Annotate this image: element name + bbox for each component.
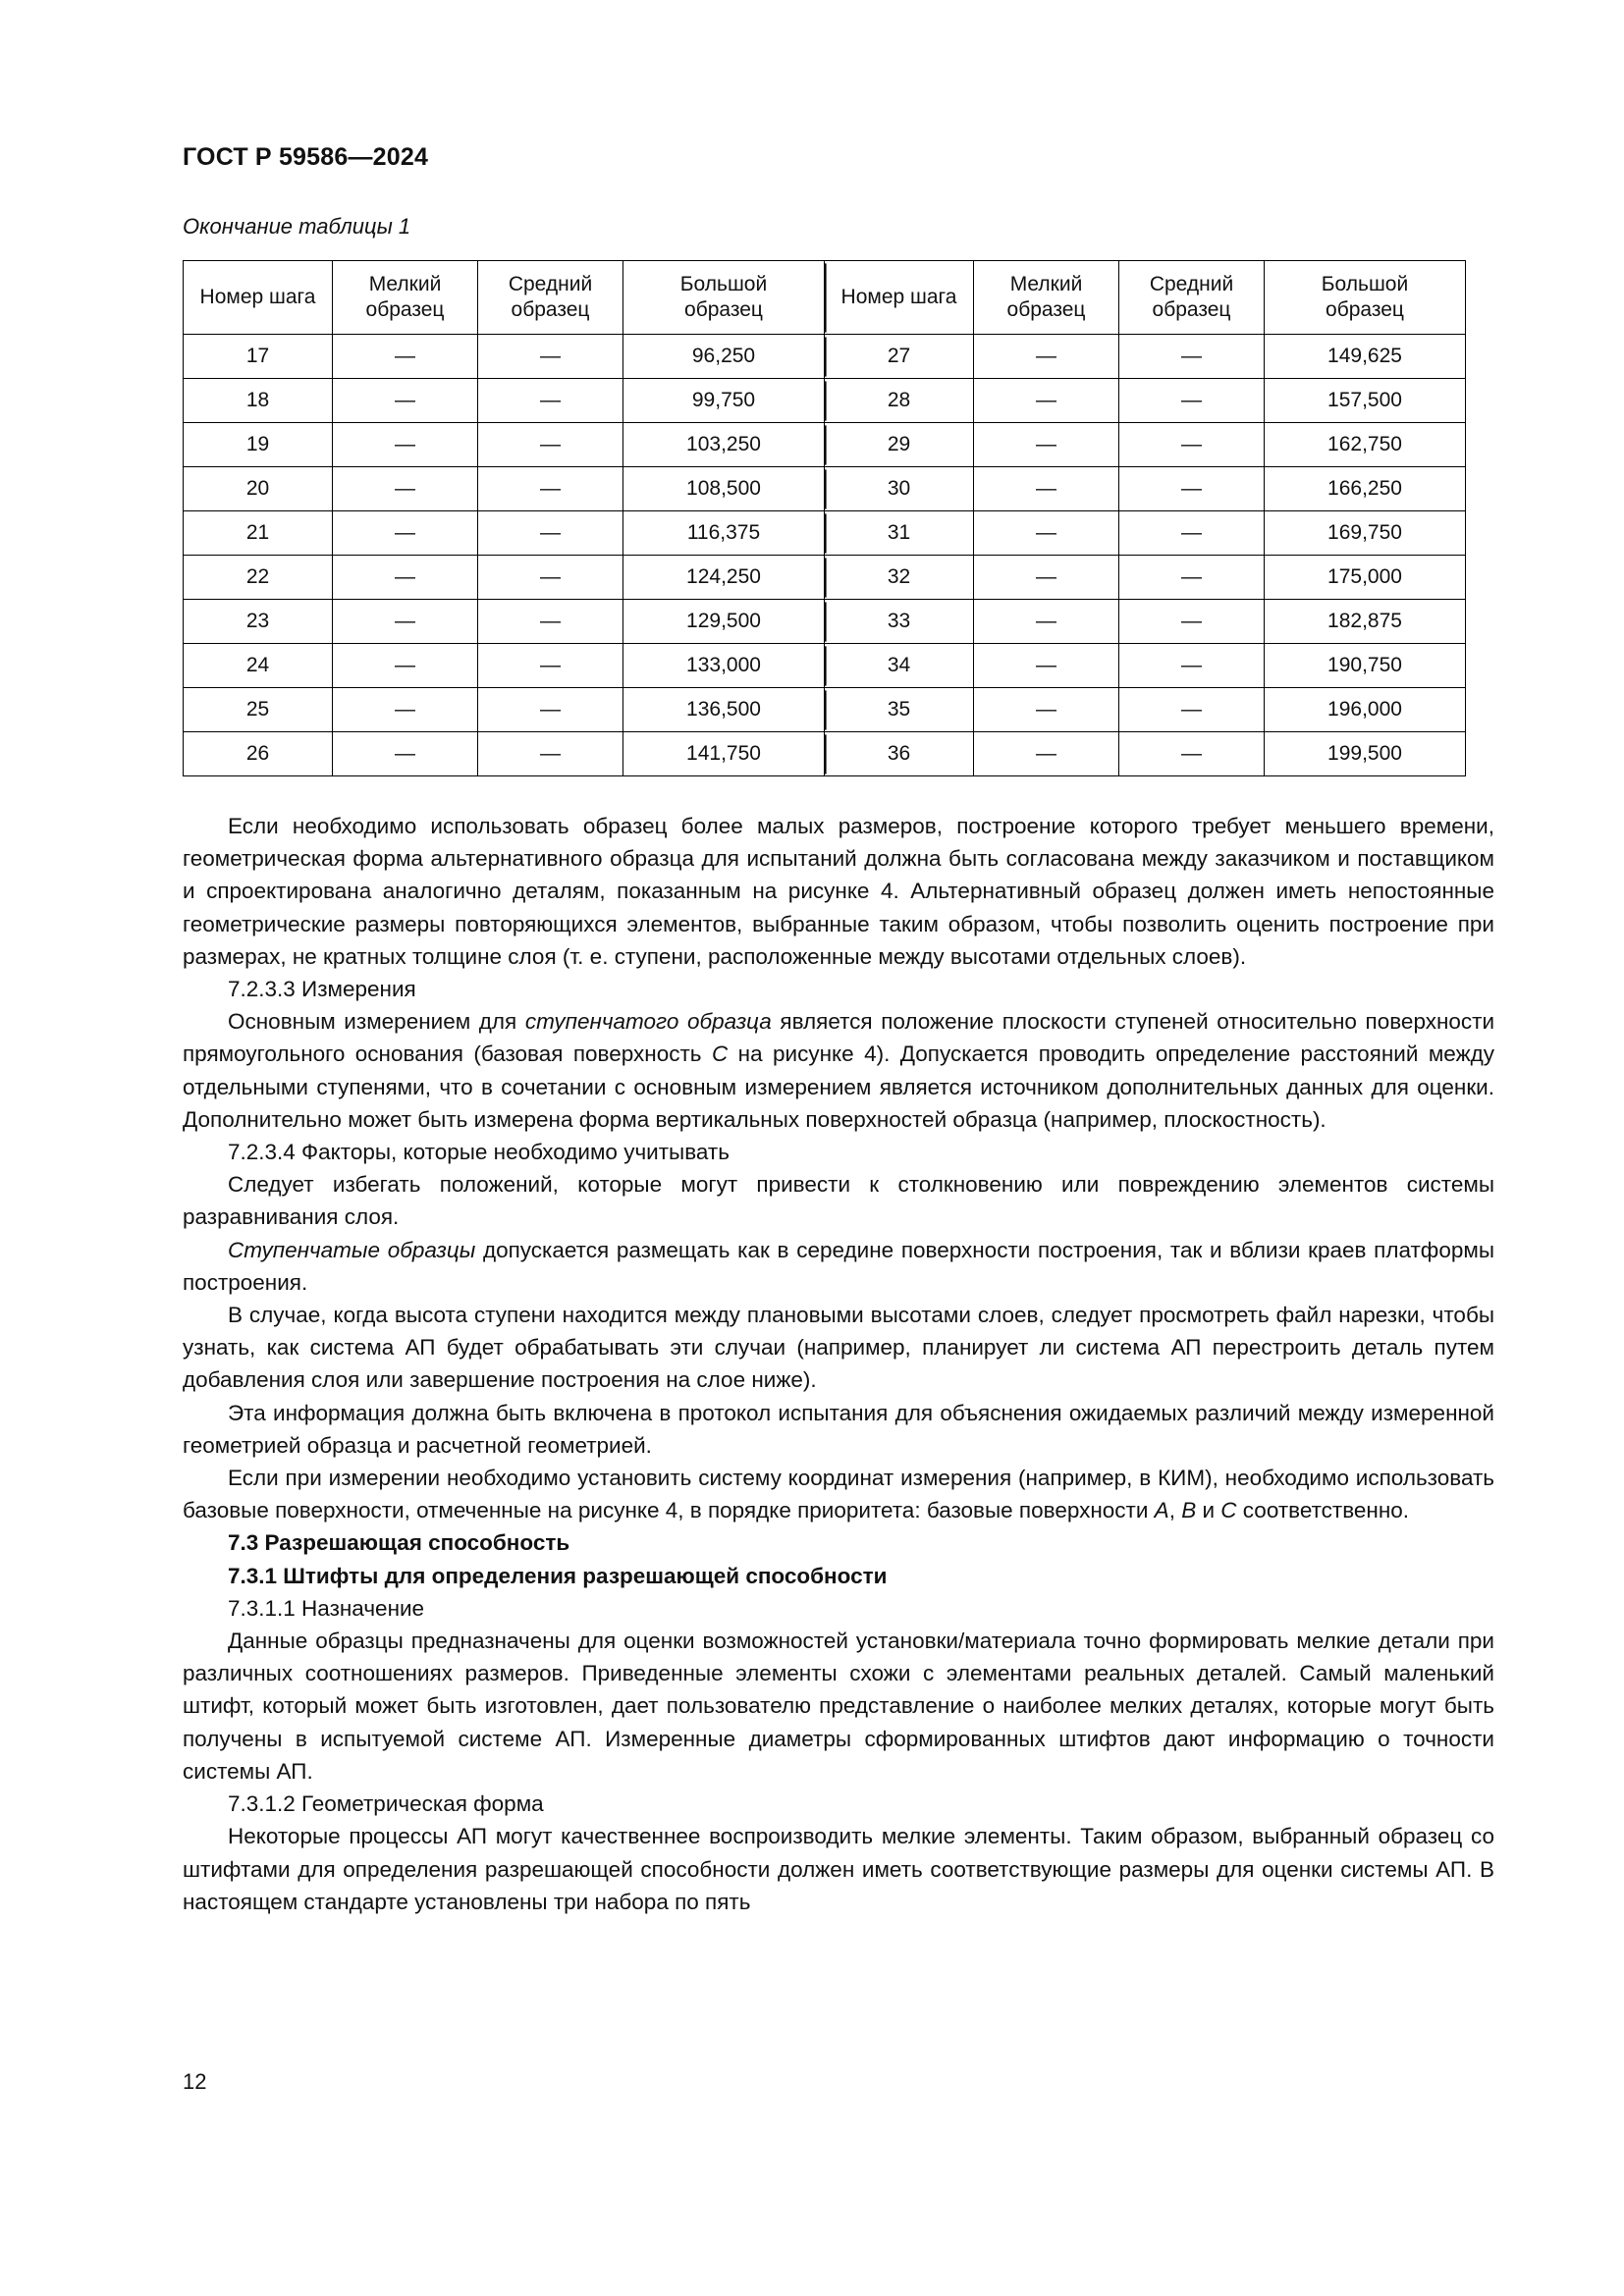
cell-step-left: 21 [184, 511, 333, 556]
measurement-text-part2: является положение плоскости ступеней относительно поверхности прямоугольного основания (базовая поверхность [183, 1009, 1495, 1067]
table-row [184, 511, 1466, 556]
body-text [183, 810, 1494, 1918]
cell-step-left: 19 [184, 423, 333, 467]
paragraph-slice-file: В случае, когда высота ступени находится между плановыми высотами слоев, следует просмотреть файл нарезки, чтобы узнать, как система АП будет обрабатывать эти случаи (например, планирует ли система АП перестроить деталь путем добавления слоя или завершение построения на слое ниже). [183, 1303, 1494, 1393]
cell-step-right: 27 [825, 335, 974, 379]
cell-medium-right: — [1119, 379, 1265, 423]
column-header-small-left [333, 261, 478, 335]
document-header-standard-number: ГОСТ Р 59586—2024 [183, 143, 429, 171]
cell-step-left: 18 [184, 379, 333, 423]
cell-medium-right: — [1119, 644, 1265, 688]
cell-small-left: — [333, 423, 478, 467]
cell-small-left: — [333, 467, 478, 511]
table-row [184, 423, 1466, 467]
paragraph-pins-purpose: Данные образцы предназначены для оценки возможностей установки/материала точно формировать мелкие детали при различных соотношениях размеров. Приведенные элементы схожи с элементами реальных деталей. Самый маленький штифт, который может быть изготовлен, дает пользователю представление о наиболее мелких деталях, которые могут быть получены в испытуемой системе АП. Измеренные диаметры сформированных штифтов дают информацию о точности системы АП. [183, 1629, 1494, 1784]
cell-medium-left: — [478, 335, 623, 379]
cell-medium-right: — [1119, 556, 1265, 600]
cell-medium-right: — [1119, 511, 1265, 556]
cell-large-left: 129,500 [623, 600, 825, 644]
cell-small-right: — [974, 688, 1119, 732]
cell-small-left: — [333, 600, 478, 644]
paragraph-pins-geometry: Некоторые процессы АП могут качественнее воспроизводить мелкие элементы. Таким образом, выбранный образец со штифтами для определения разрешающей способности должен иметь соответствующие размеры для оценки системы АП. В настоящем стандарте установлены три набора по пять [183, 1824, 1494, 1914]
cell-step-right: 28 [825, 379, 974, 423]
cell-step-right: 35 [825, 688, 974, 732]
cell-step-left: 17 [184, 335, 333, 379]
measurement-italic-datum-c: C [711, 1041, 729, 1067]
column-header-small-right-line1: Мелкий [1009, 273, 1083, 296]
clause-7-2-3-4-heading: 7.2.3.4 Факторы, которые необходимо учитывать [228, 1140, 730, 1165]
cell-medium-left: — [478, 688, 623, 732]
column-header-large-left-line2: образец [684, 298, 763, 321]
column-header-medium-left-line2: образец [511, 298, 590, 321]
cell-large-left: 108,500 [623, 467, 825, 511]
datum-italic-b: B [1181, 1498, 1197, 1523]
datum-text-part2: соответственно. [1236, 1498, 1410, 1523]
cell-large-right: 149,625 [1265, 335, 1466, 379]
paragraph-sample-placement [183, 1234, 1494, 1299]
cell-step-right: 31 [825, 511, 974, 556]
cell-small-left: — [333, 644, 478, 688]
cell-medium-left: — [478, 732, 623, 776]
cell-large-right: 162,750 [1265, 423, 1466, 467]
column-header-medium-left [478, 261, 623, 335]
table-row [184, 688, 1466, 732]
cell-small-right: — [974, 335, 1119, 379]
table-row [184, 556, 1466, 600]
cell-large-left: 141,750 [623, 732, 825, 776]
column-header-medium-left-line1: Средний [508, 273, 593, 296]
table-row [184, 644, 1466, 688]
cell-small-left: — [333, 335, 478, 379]
placement-italic-stepped-samples: Ступенчатые образцы [228, 1237, 476, 1262]
cell-step-right: 30 [825, 467, 974, 511]
cell-large-right: 157,500 [1265, 379, 1466, 423]
measurement-text-part1: Основным измерением для [228, 1009, 525, 1035]
cell-small-right: — [974, 511, 1119, 556]
cell-large-right: 190,750 [1265, 644, 1466, 688]
cell-large-left: 133,000 [623, 644, 825, 688]
paragraph-measurements [183, 1005, 1494, 1136]
column-header-small-left-line2: образец [365, 298, 445, 321]
cell-large-left: 99,750 [623, 379, 825, 423]
cell-step-right: 32 [825, 556, 974, 600]
datum-italic-a: A [1154, 1498, 1169, 1523]
column-header-large-right-line1: Большой [1321, 273, 1409, 296]
column-header-small-right-line2: образец [1006, 298, 1086, 321]
cell-step-left: 23 [184, 600, 333, 644]
cell-step-right: 33 [825, 600, 974, 644]
cell-medium-left: — [478, 467, 623, 511]
table-row [184, 335, 1466, 379]
measurement-italic-stepped-sample: ступенчатого образца [524, 1009, 772, 1035]
cell-large-right: 175,000 [1265, 556, 1466, 600]
column-header-medium-right-line2: образец [1152, 298, 1231, 321]
column-header-step-left: Номер шага [184, 261, 333, 335]
cell-medium-right: — [1119, 600, 1265, 644]
paragraph-avoid-collisions: Следует избегать положений, которые могут привести к столкновению или повреждению элементов системы разравнивания слоя. [183, 1172, 1494, 1230]
datum-separator-2: и [1196, 1498, 1221, 1523]
cell-step-right: 36 [825, 732, 974, 776]
clause-7-2-3-3-heading: 7.2.3.3 Измерения [228, 977, 416, 1002]
cell-medium-left: — [478, 511, 623, 556]
table-row [184, 379, 1466, 423]
column-header-step-right: Номер шага [825, 261, 974, 335]
cell-large-right: 199,500 [1265, 732, 1466, 776]
section-heading-7-3: 7.3 Разрешающая способность [228, 1530, 570, 1556]
column-header-large-left-line1: Большой [679, 273, 768, 296]
cell-large-right: 196,000 [1265, 688, 1466, 732]
table-header-row [184, 261, 1466, 335]
table-row [184, 467, 1466, 511]
cell-step-left: 26 [184, 732, 333, 776]
cell-step-right: 34 [825, 644, 974, 688]
cell-small-left: — [333, 732, 478, 776]
clause-7-3-1-2-heading: 7.3.1.2 Геометрическая форма [228, 1791, 544, 1817]
column-header-large-right [1265, 261, 1466, 335]
cell-medium-left: — [478, 379, 623, 423]
cell-medium-right: — [1119, 732, 1265, 776]
datum-italic-c: C [1220, 1498, 1237, 1523]
cell-small-left: — [333, 379, 478, 423]
column-header-small-right [974, 261, 1119, 335]
measurement-text-part3: на рисунке 4). Допускается проводить определение расстояний между отдельными ступенями, что в сочетании с основным измерением является источником дополнительных данных для оценки. Дополнительно может быть измерена форма вертикальных поверхностей образца (например, плоскостность). [183, 1041, 1494, 1132]
cell-medium-left: — [478, 556, 623, 600]
column-header-large-right-line2: образец [1326, 298, 1404, 321]
table-row [184, 600, 1466, 644]
cell-large-right: 169,750 [1265, 511, 1466, 556]
column-header-medium-right-line1: Средний [1149, 273, 1234, 296]
cell-large-left: 96,250 [623, 335, 825, 379]
cell-large-right: 166,250 [1265, 467, 1466, 511]
cell-large-left: 136,500 [623, 688, 825, 732]
paragraph-datum-surfaces [183, 1462, 1494, 1526]
section-heading-7-3-1: 7.3.1 Штифты для определения разрешающей способности [228, 1563, 888, 1588]
cell-small-right: — [974, 467, 1119, 511]
cell-small-right: — [974, 379, 1119, 423]
cell-small-left: — [333, 511, 478, 556]
cell-medium-left: — [478, 600, 623, 644]
cell-small-right: — [974, 600, 1119, 644]
cell-medium-right: — [1119, 467, 1265, 511]
cell-large-right: 182,875 [1265, 600, 1466, 644]
paragraph-alternative-sample: Если необходимо использовать образец более малых размеров, построение которого требует меньшего времени, геометрическая форма альтернативного образца для испытаний должна быть согласована между заказчиком и поставщиком и спроектирована аналогично деталям, показанным на рисунке 4. Альтернативный образец должен иметь непостоянные геометрические размеры повторяющихся элементов, выбранные таким образом, чтобы позволить оценить построение при размерах, не кратных толщине слоя (т. е. ступени, расположенные между высотами отдельных слоев). [183, 814, 1494, 969]
cell-small-left: — [333, 556, 478, 600]
table-body [184, 335, 1466, 776]
datum-separator-1: , [1168, 1498, 1182, 1523]
column-header-medium-right [1119, 261, 1265, 335]
placement-text: допускается размещать как в середине поверхности построения, так и вблизи краев платформы построения. [183, 1237, 1494, 1295]
cell-step-left: 22 [184, 556, 333, 600]
step-values-table [183, 260, 1466, 776]
page-content [183, 0, 1494, 1918]
cell-small-right: — [974, 644, 1119, 688]
table-caption: Окончание таблицы 1 [183, 214, 411, 239]
cell-medium-right: — [1119, 423, 1265, 467]
cell-step-left: 24 [184, 644, 333, 688]
cell-medium-left: — [478, 423, 623, 467]
cell-medium-right: — [1119, 335, 1265, 379]
cell-small-right: — [974, 423, 1119, 467]
paragraph-test-report: Эта информация должна быть включена в протокол испытания для объяснения ожидаемых различий между измеренной геометрией образца и расчетной геометрией. [183, 1400, 1494, 1458]
cell-small-left: — [333, 688, 478, 732]
cell-step-right: 29 [825, 423, 974, 467]
cell-large-left: 124,250 [623, 556, 825, 600]
clause-7-3-1-1-heading: 7.3.1.1 Назначение [228, 1595, 425, 1621]
cell-small-right: — [974, 556, 1119, 600]
cell-medium-left: — [478, 644, 623, 688]
cell-step-left: 25 [184, 688, 333, 732]
column-header-small-left-line1: Мелкий [368, 273, 442, 296]
cell-step-left: 20 [184, 467, 333, 511]
cell-large-left: 116,375 [623, 511, 825, 556]
column-header-large-left [623, 261, 825, 335]
datum-text-part1: Если при измерении необходимо установить систему координат измерения (например, в КИМ), необходимо использовать базовые поверхности, отмеченные на рисунке 4, в порядке приоритета: базовые поверхности [183, 1466, 1494, 1523]
page-number: 12 [183, 2069, 207, 2094]
table-row [184, 732, 1466, 776]
cell-large-left: 103,250 [623, 423, 825, 467]
cell-small-right: — [974, 732, 1119, 776]
cell-medium-right: — [1119, 688, 1265, 732]
